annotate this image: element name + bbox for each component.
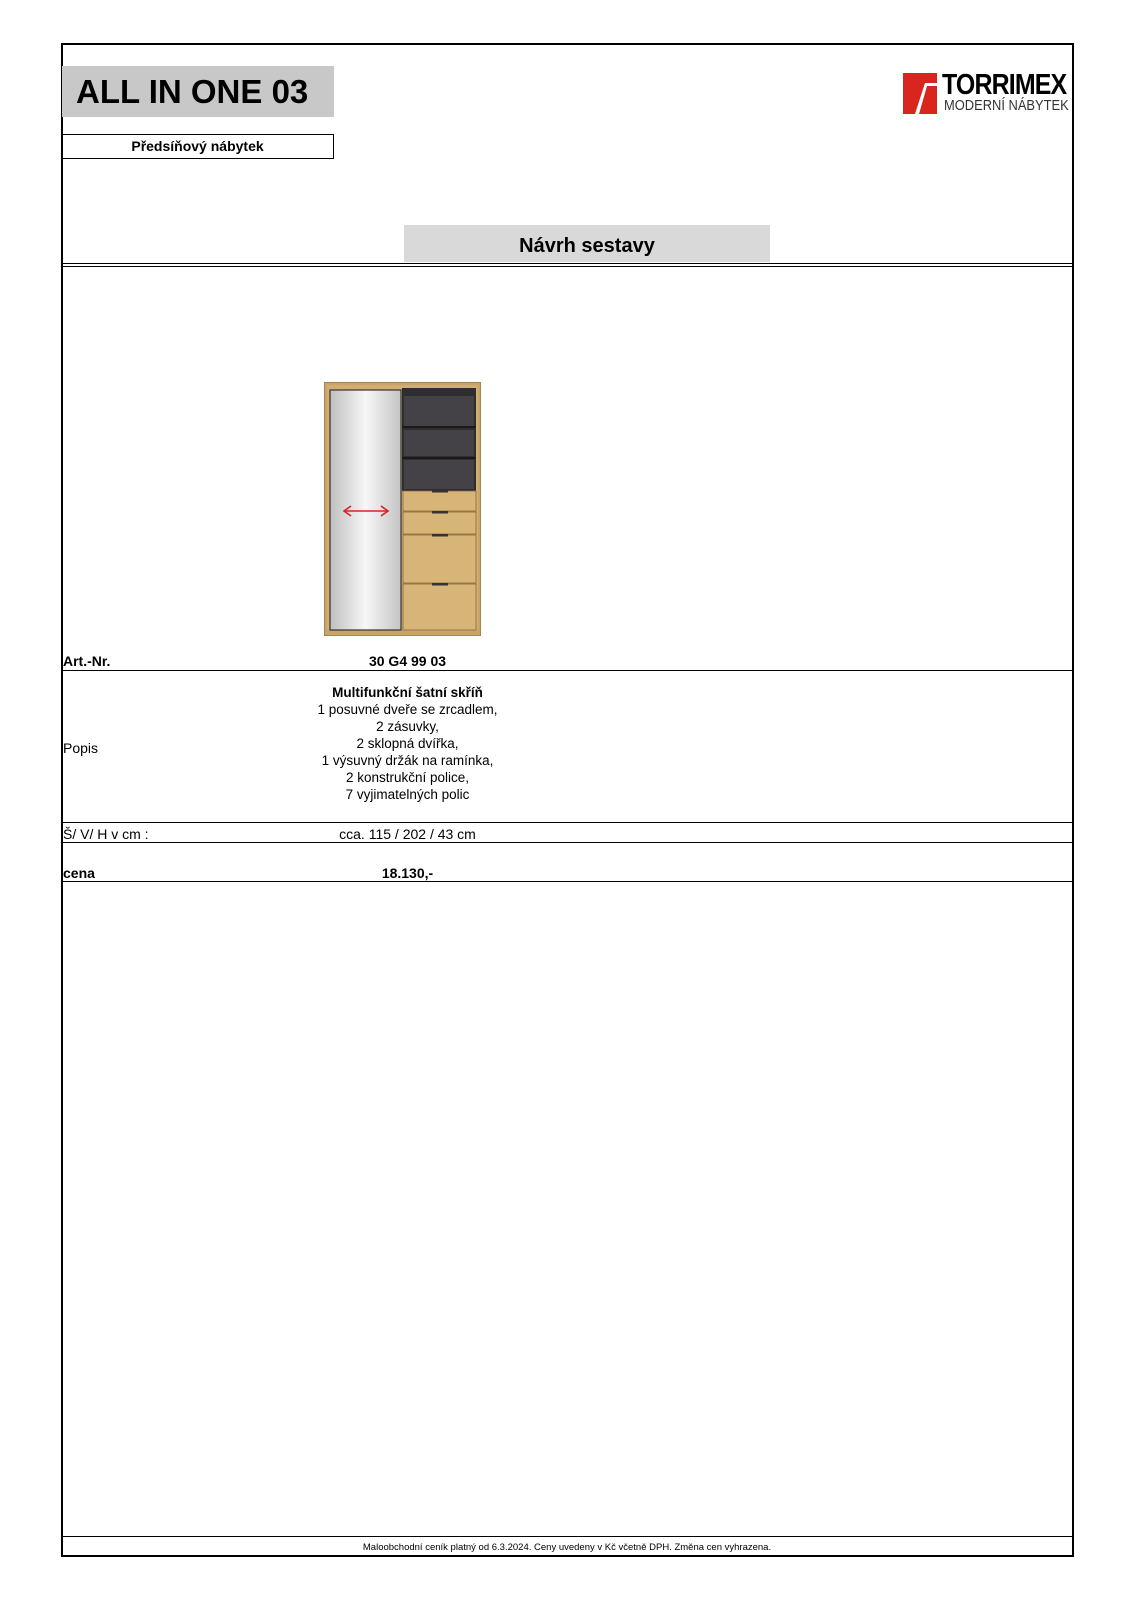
description-title: Multifunkční šatní skříň [332,685,483,700]
dimensions-label: Š/ V/ H v cm : [63,826,149,842]
torrimex-logo-icon [903,73,937,114]
description-line: 2 konstrukční police, [345,770,470,785]
divider [62,1536,1072,1537]
divider [62,266,1072,267]
description-label: Popis [63,740,99,756]
art-nr-label: Art.-Nr. [63,653,111,669]
page-title: ALL IN ONE 03 [76,73,309,110]
section-title: Návrh sestavy [404,225,770,262]
divider [62,842,1072,843]
divider [62,670,1072,671]
dimensions-value: cca. 115 / 202 / 43 cm [339,826,476,842]
description-line: 1 posuvné dveře se zrcadlem, [317,702,498,717]
description-line: 2 sklopná dvířka, [356,736,459,751]
description-block [300,684,515,803]
category-label: Předsíňový nábytek [61,134,334,159]
footer-note: Maloobchodní ceník platný od 6.3.2024. Ceny uvedeny v Kč včetně DPH. Změna cen vyhrazena. [362,1542,772,1553]
divider [62,263,1072,264]
divider [62,881,1072,882]
description-line: 1 výsuvný držák na ramínka, [321,753,494,768]
description-line: 7 vyjimatelných polic [345,787,470,802]
page-frame [61,43,1074,1557]
divider [62,822,1072,823]
brand-name: TORRIMEX [942,69,1067,101]
art-nr-value: 30 G4 99 03 [368,653,447,669]
price-value: 18.130,- [381,865,434,881]
brand-tagline: MODERNÍ NÁBYTEK [944,97,1069,114]
description-line: 2 zásuvky, [376,719,439,734]
brand-logo [903,69,1069,116]
price-label: cena [63,865,95,881]
wardrobe-drawing-icon [324,382,481,636]
